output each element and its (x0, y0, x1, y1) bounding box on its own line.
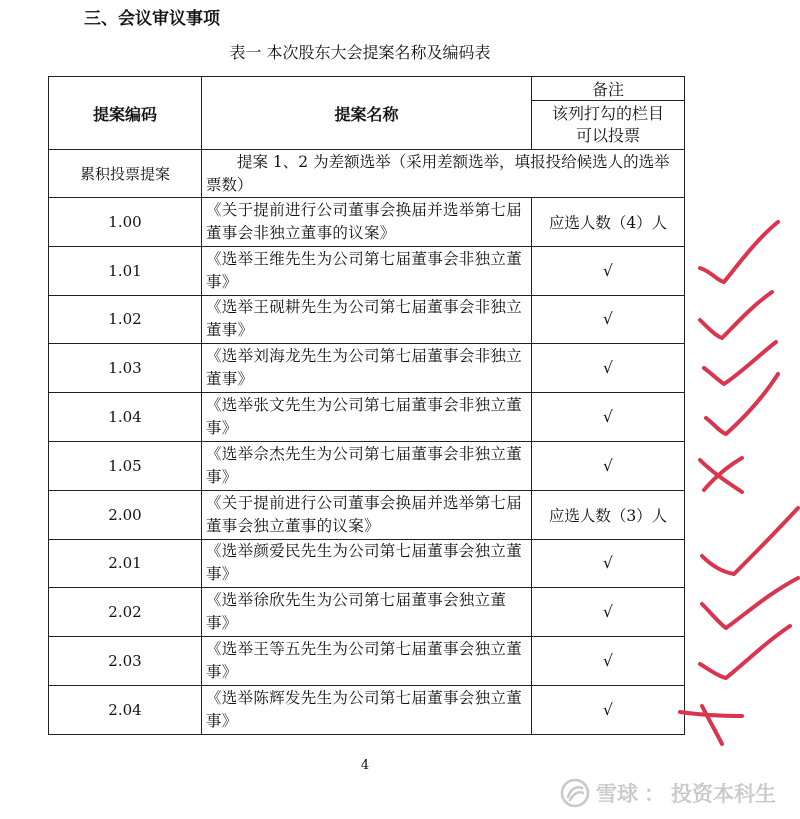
table-row (49, 393, 685, 442)
motion-code: 2.01 (49, 539, 202, 588)
motion-code: 2.02 (49, 588, 202, 637)
vote-check-mark: √ (532, 685, 685, 734)
motion-name: 《选举王等五先生为公司第七届董事会独立董事》 (202, 637, 532, 686)
seats-to-elect: 应选人数（4）人 (532, 198, 685, 247)
motion-code: 1.04 (49, 393, 202, 442)
header-name: 提案名称 (202, 77, 532, 150)
motion-name: 《选举张文先生为公司第七届董事会非独立董事》 (202, 393, 532, 442)
handwritten-cross-icon (680, 712, 742, 716)
page-number: 4 (360, 758, 370, 773)
vote-check-mark: √ (532, 246, 685, 295)
vote-check-mark: √ (532, 344, 685, 393)
table-row (49, 441, 685, 490)
motion-code: 1.03 (49, 344, 202, 393)
table-row (49, 344, 685, 393)
cumulative-label: 累积投票提案 (49, 150, 202, 198)
handwritten-check-icon (702, 508, 798, 574)
watermark-site: 雪球 (596, 782, 638, 806)
motion-code: 1.01 (49, 246, 202, 295)
motion-code: 2.03 (49, 637, 202, 686)
handwritten-check-icon (700, 222, 778, 282)
motion-name: 《选举王砚耕先生为公司第七届董事会非独立董事》 (202, 295, 532, 344)
vote-check-mark: √ (532, 393, 685, 442)
table-row (49, 539, 685, 588)
motion-code: 1.00 (49, 198, 202, 247)
motion-name: 《选举刘海龙先生为公司第七届董事会非独立董事》 (202, 344, 532, 393)
header-remark-note (532, 101, 685, 150)
handwritten-cross-icon (704, 458, 742, 490)
handwritten-check-icon (704, 342, 776, 384)
table-row (49, 246, 685, 295)
watermark (560, 778, 776, 808)
cumulative-note: 提案 1、2 为差额选举（采用差额选举，填报投给候选人的选举票数） (202, 150, 685, 198)
handwritten-cross-icon (702, 706, 722, 744)
motions-table (48, 76, 685, 735)
vote-check-mark: √ (532, 637, 685, 686)
handwritten-cross-icon (700, 460, 742, 492)
vote-check-mark: √ (532, 441, 685, 490)
motion-name: 《选举佘杰先生为公司第七届董事会非独立董事》 (202, 441, 532, 490)
handwritten-check-icon (706, 374, 778, 434)
handwritten-check-icon (700, 292, 772, 338)
motion-name: 《选举王维先生为公司第七届董事会非独立董事》 (202, 246, 532, 295)
motion-code: 1.02 (49, 295, 202, 344)
handwritten-check-icon (700, 626, 790, 678)
motion-name: 《关于提前进行公司董事会换届并选举第七届董事会非独立董事的议案》 (202, 198, 532, 247)
table-row (49, 490, 685, 539)
vote-check-mark: √ (532, 295, 685, 344)
handwritten-check-icon (702, 578, 798, 628)
table-row (49, 295, 685, 344)
motion-code: 2.00 (49, 490, 202, 539)
section-heading: 三、会议审议事项 (84, 9, 220, 29)
header-remark-note-line2: 可以投票 (575, 126, 640, 145)
table-row (49, 198, 685, 247)
motion-name: 《选举颜爱民先生为公司第七届董事会独立董事》 (202, 539, 532, 588)
header-remark-note-line1: 该列打勾的栏目 (551, 104, 664, 123)
motion-name: 《关于提前进行公司董事会换届并选举第七届董事会独立董事的议案》 (202, 490, 532, 539)
watermark-separator: ： (644, 782, 665, 806)
table-row (49, 685, 685, 734)
seats-to-elect: 应选人数（3）人 (532, 490, 685, 539)
table-row (49, 637, 685, 686)
header-code: 提案编码 (49, 77, 202, 150)
snowball-logo-icon (560, 778, 590, 808)
motion-name: 《选举徐欣先生为公司第七届董事会独立董事》 (202, 588, 532, 637)
motion-code: 2.04 (49, 685, 202, 734)
watermark-author: 投资本科生 (671, 782, 776, 806)
motion-name: 《选举陈辉发先生为公司第七届董事会独立董事》 (202, 685, 532, 734)
table-caption: 表一 本次股东大会提案名称及编码表 (229, 43, 491, 62)
vote-check-mark: √ (532, 539, 685, 588)
header-remark: 备注 (532, 77, 685, 101)
vote-check-mark: √ (532, 588, 685, 637)
table-row (49, 588, 685, 637)
motion-code: 1.05 (49, 441, 202, 490)
